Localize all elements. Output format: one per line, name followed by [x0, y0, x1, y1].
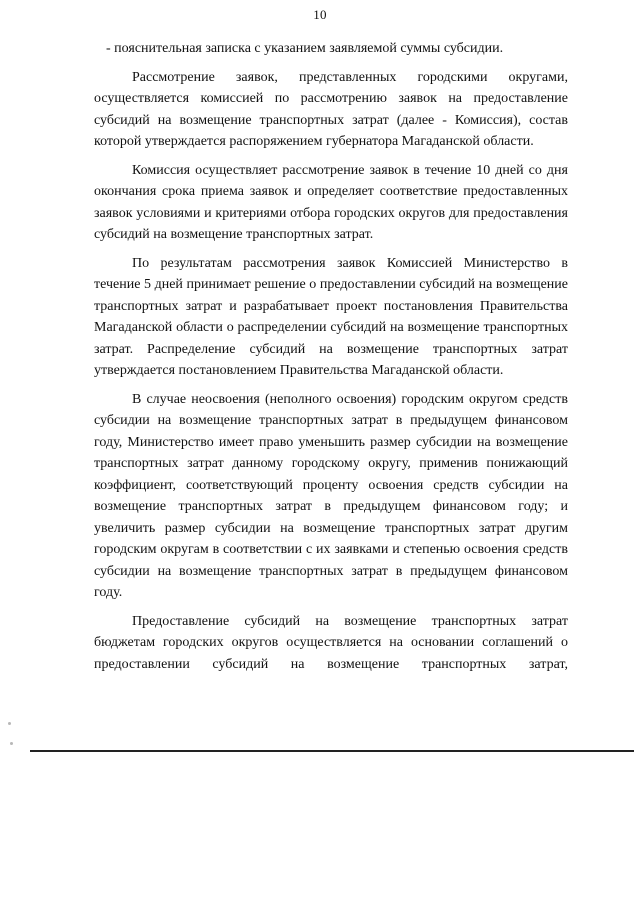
- document-body: [94, 38, 568, 682]
- scan-speck: [8, 722, 11, 725]
- paragraph-ministry-decision: По результатам рассмотрения заявок Комиссией Министерство в течение 5 дней принимает решение о предоставлении субсидий на возмещение транспортных затрат и разрабатывает проект постановления Правительства Магаданской области о распределении субсидий на возмещение транспортных затрат. Распределение субсидий на возмещение транспортных затрат утверждается постановлением Правительства Магаданской области.: [94, 255, 568, 378]
- paragraph-underspending-rule: В случае неосвоения (неполного освоения) городским округом средств субсидии на возмещение транспортных затрат в предыдущем финансовом году, Министерство имеет право уменьшить размер субсидии на возмещение транспортных затрат данному городскому округу, применив понижающий коэффициент, соответствующий проценту освоения средств субсидии на возмещение транспортных затрат в предыдущем финансовом году; и увеличить размер субсидии на возмещение транспортных затрат другим городским округам в соответствии с их заявками и степенью освоения средств субсидии на возмещение транспортных затрат в предыдущем финансовом году.: [94, 391, 568, 600]
- scan-speck: [10, 742, 13, 745]
- paragraph-commission-review: Комиссия осуществляет рассмотрение заявок в течение 10 дней со дня окончания срока приема заявок и определяет соответствие предоставленных заявок условиями и критериями отбора городских округов для предоставления субсидий на возмещение транспортных затрат.: [94, 162, 568, 242]
- page-number: 10: [313, 7, 327, 22]
- page-bottom-rule: [30, 750, 634, 752]
- paragraph-subsidy-agreements: Предоставление субсидий на возмещение транспортных затрат бюджетам городских округов осуществляется на основании соглашений о предоставлении субсидий на возмещение транспортных затрат,: [94, 613, 568, 672]
- paragraph-explanatory-note: - пояснительная записка с указанием заявляемой суммы субсидии.: [106, 41, 504, 56]
- paragraph-review-of-applications: Рассмотрение заявок, представленных городскими округами, осуществляется комиссией по рассмотрению заявок на предоставление субсидий на возмещение транспортных затрат (далее - Комиссия), состав которой утверждается распоряжением губернатора Магаданской области.: [94, 69, 568, 149]
